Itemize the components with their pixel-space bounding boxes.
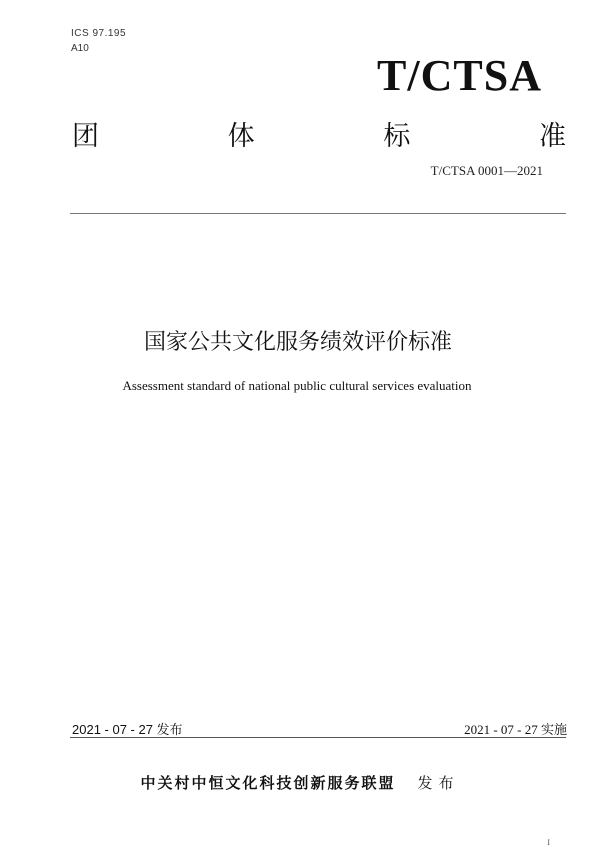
publish-date: 2021 - 07 - 27 发布 (72, 722, 183, 737)
page-number: I (547, 838, 550, 847)
standard-type-char: 团 (72, 121, 99, 152)
standard-type-char: 体 (227, 121, 255, 152)
implement-date: 2021 - 07 - 27 实施 (464, 722, 567, 737)
header-divider (70, 213, 566, 214)
publisher-name: 中关村中恒文化科技创新服务联盟 (140, 774, 396, 792)
standard-type-char: 标 (383, 121, 411, 152)
ics-code: ICS 97.195 (71, 28, 127, 39)
publisher-line (0, 772, 600, 793)
document-title-chinese: 国家公共文化服务绩效评价标准 (143, 330, 452, 355)
standard-type-char: 准 (538, 121, 566, 152)
standard-logo: T/CTSA (377, 51, 542, 100)
publisher-action: 发布 (417, 774, 460, 792)
standard-number: T/CTSA 0001—2021 (430, 163, 543, 178)
standard-type-heading (72, 114, 566, 153)
document-title-english: Assessment standard of national public cultural services evaluation (122, 378, 472, 393)
footer-divider (70, 737, 566, 738)
ccs-code: A10 (71, 43, 89, 54)
